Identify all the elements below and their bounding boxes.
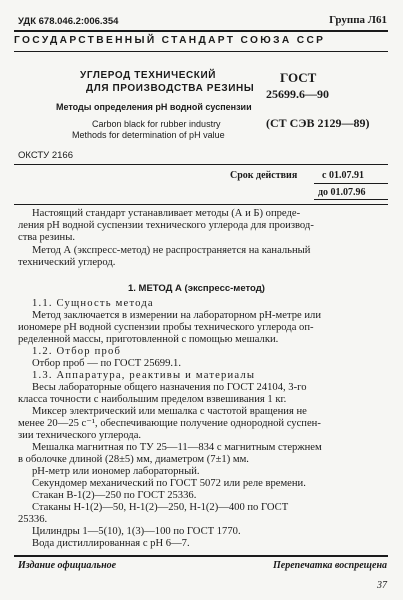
s13-line-7: в оболочке длиной (28±5) мм, диаметром (7±1) мм. bbox=[18, 454, 249, 465]
intro-p2-line-2: технический углерод. bbox=[18, 257, 116, 268]
subsection-1-3-heading: 1.3. Аппаратура, реактивы и материалы bbox=[32, 370, 256, 381]
footer-official-edition: Издание официальное bbox=[18, 560, 117, 571]
sev-number: (СТ СЭВ 2129—89) bbox=[266, 116, 370, 130]
s13-line-9: Секундомер механический по ГОСТ 5072 или реле времени. bbox=[32, 478, 306, 489]
validity-underline-2 bbox=[314, 199, 388, 200]
footer-reprint-notice: Перепечатка воспрещена bbox=[273, 560, 387, 571]
section-heading: 1. МЕТОД А (экспресс-метод) bbox=[128, 283, 265, 294]
s11-line-2: иономере рН водной суспензии пробы технического углерода оп- bbox=[18, 322, 314, 333]
title-subtitle: Методы определения pH водной суспензии bbox=[56, 102, 252, 112]
title-line-2: ДЛЯ ПРОИЗВОДСТВА РЕЗИНЫ bbox=[86, 83, 255, 94]
validity-to: до 01.07.96 bbox=[318, 187, 366, 198]
gost-number: 25699.6—90 bbox=[266, 87, 329, 101]
header-rule-top bbox=[14, 30, 388, 32]
validity-from: с 01.07.91 bbox=[322, 170, 364, 181]
s13-line-14: Вода дистиллированная с рН 6—7. bbox=[32, 538, 190, 549]
validity-label: Срок действия bbox=[230, 170, 298, 181]
footer-rule bbox=[14, 555, 388, 557]
s13-line-3: Миксер электрический или мешалка с частотой вращения не bbox=[32, 406, 307, 417]
s13-line-11: Стаканы Н-1(2)—50, Н-1(2)—250, Н-1(2)—400 по ГОСТ bbox=[32, 502, 289, 513]
intro-p1-line-3: ства резины. bbox=[18, 232, 75, 243]
intro-p1-line-1: Настоящий стандарт устанавливает методы (А и Б) опреде- bbox=[32, 208, 301, 219]
s13-line-5: зии технического углерода. bbox=[18, 430, 142, 441]
page-number: 37 bbox=[377, 580, 387, 591]
s11-line-3: ределенной массы, приготовленной с помощью мешалки. bbox=[18, 334, 279, 345]
s13-line-6: Мешалка магнитная по ТУ 25—11—834 с магнитным стержнем bbox=[32, 442, 322, 453]
standard-banner: ГОСУДАРСТВЕННЫЙ СТАНДАРТ СОЮЗА ССР bbox=[14, 35, 326, 46]
validity-rule bbox=[14, 204, 388, 205]
s12-line-1: Отбор проб — по ГОСТ 25699.1. bbox=[32, 358, 181, 369]
group-code: Группа Л61 bbox=[329, 14, 387, 26]
s13-line-2: класса точности с наибольшим пределом взвешивания 1 кг. bbox=[18, 394, 287, 405]
s11-line-1: Метод заключается в измерении на лабораторном рН-метре или bbox=[32, 310, 321, 321]
validity-underline-1 bbox=[314, 183, 388, 184]
subsection-1-1-heading: 1.1. Сущность метода bbox=[32, 298, 154, 309]
s13-line-8: рН-метр или иономер лабораторный. bbox=[32, 466, 200, 477]
intro-p2-line-1: Метод А (экспресс-метод) не распространяется на канальный bbox=[32, 245, 311, 256]
title-line-1: УГЛЕРОД ТЕХНИЧЕСКИЙ bbox=[80, 70, 217, 81]
s13-line-1: Весы лабораторные общего назначения по ГОСТ 24104, 3-го bbox=[32, 382, 307, 393]
title-block-rule bbox=[14, 164, 388, 165]
english-title-line-1: Carbon black for rubber industry bbox=[92, 119, 221, 129]
s13-line-10: Стакан В-1(2)—250 по ГОСТ 25336. bbox=[32, 490, 197, 501]
header-rule-bottom bbox=[14, 51, 388, 52]
intro-p1-line-2: ления рН водной суспензии технического углерода для производ- bbox=[18, 220, 314, 231]
udk-code: УДК 678.046.2:006.354 bbox=[18, 16, 119, 27]
s13-line-13: Цилиндры 1—5(10), 1(3)—100 по ГОСТ 1770. bbox=[32, 526, 241, 537]
subsection-1-2-heading: 1.2. Отбор проб bbox=[32, 346, 122, 357]
s13-line-4: менее 20—25 с⁻¹, обеспечивающие получение однородной суспен- bbox=[18, 418, 321, 429]
gost-label: ГОСТ bbox=[280, 70, 317, 85]
okstu-code: ОКСТУ 2166 bbox=[18, 150, 73, 161]
english-title-line-2: Methods for determination of pH value bbox=[72, 130, 225, 140]
s13-line-12: 25336. bbox=[18, 514, 48, 525]
